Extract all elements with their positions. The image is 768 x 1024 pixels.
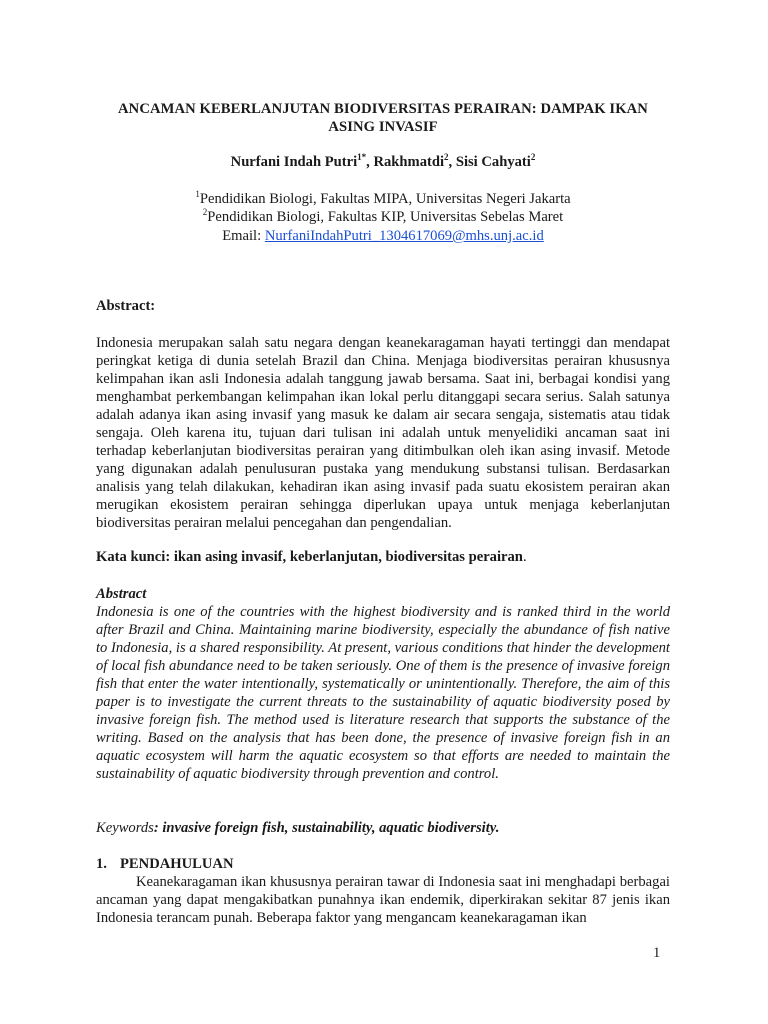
author-separator: , (448, 154, 456, 170)
email-line (96, 227, 670, 245)
paper-title-line-2: ASING INVASIF (328, 119, 438, 135)
keywords-id (96, 548, 670, 566)
keywords-id-text: Kata kunci: ikan asing invasif, keberlanjutan, biodiversitas perairan (96, 549, 523, 565)
affiliation-text: Pendidikan Biologi, Fakultas MIPA, Universitas Negeri Jakarta (199, 191, 571, 207)
affiliation-text: Pendidikan Biologi, Fakultas KIP, Universitas Sebelas Maret (207, 209, 564, 225)
section-title: PENDAHULUAN (120, 856, 234, 872)
author-affiliation-mark: 2 (530, 152, 536, 162)
author-name: Rakhmatdi (373, 154, 445, 170)
author-name: Sisi Cahyati (455, 154, 531, 170)
section-number: 1. (96, 856, 107, 872)
keywords-id-end: . (522, 549, 527, 565)
page-number: 1 (653, 945, 661, 961)
paper-title-line-1: ANCAMAN KEBERLANJUTAN BIODIVERSITAS PERAIRAN: DAMPAK IKAN (118, 101, 648, 117)
abstract-body-en: Indonesia is one of the countries with the highest biodiversity and is ranked third in the world after Brazil and China. Maintaining marine biodiversity, especially the abundance of fish native to Indonesia, is a shared responsibility. At present, various conditions that hinder the development of local fish abundance need to be taken seriously. One of them is the presence of invasive foreign fish that enter the water intentionally, systematically or unintentionally. Therefore, the aim of this paper is to investigate the current threats to the sustainability of aquatic biodiversity posed by invasive foreign fish. The method used is literature research that supports the substance of the writing. Based on the analysis that has been done, the presence of invasive foreign fish in an aquatic ecosystem will harm the aquatic ecosystem so that efforts are needed to maintain the sustainability of aquatic biodiversity through prevention and control. (96, 604, 670, 782)
author-list (96, 153, 670, 171)
affiliation-2 (96, 208, 670, 226)
abstract-en-heading: Abstract (96, 586, 147, 602)
affiliation-mark: 1 (195, 189, 200, 199)
abstract-body-id: Indonesia merupakan salah satu negara dengan keanekaragaman hayati tertinggi dan mendapat peringkat ketiga di dunia setelah Brazil dan China. Menjaga biodiversitas perairan khususnya kelimpahan ikan asli Indonesia adalah tanggung jawab bersama. Saat ini, berbagai kondisi yang menghambat perkembangan kelimpahan ikan lokal perlu ditanggapi secara serius. Salah satunya adalah adanya ikan asing invasif yang masuk ke dalam air secara sengaja, sistematis atau tidak sengaja. Oleh karena itu, tujuan dari tulisan ini adalah untuk menyelidiki ancaman saat ini terhadap keberlanjutan biodiversitas perairan yang ditimbulkan oleh ikan asing invasif. Metode yang digunakan adalah penulusuran pustaka yang mendukung substansi tulisan. Berdasarkan analisis yang telah dilakukan, kehadiran ikan asing invasif pada suatu ekosistem perairan akan merugikan ekosistem perairan sehingga diperlukan upaya untuk menjaga keberlanjutan biodiversitas perairan melalui pencegahan dan pengendalian. (96, 335, 670, 531)
section-body: Keanekaragaman ikan khususnya perairan tawar di Indonesia saat ini menghadapi berbagai ancaman yang dapat mengakibatkan punahnya ikan endemik, diperkirakan sekitar 87 jenis ikan Indonesia terancam punah. Beberapa faktor yang mengancam keanekaragaman ikan (96, 874, 670, 926)
email-link[interactable]: NurfaniIndahPutri_1304617069@mhs.unj.ac.id (264, 228, 544, 244)
keywords-en-text: : invasive foreign fish, sustainability, aquatic biodiversity. (153, 820, 500, 836)
author-affiliation-mark: 1* (357, 152, 367, 162)
author-name: Nurfani Indah Putri (230, 154, 358, 170)
affiliation-1 (96, 190, 670, 208)
author-affiliation-mark: 2 (444, 152, 449, 162)
affiliation-mark: 2 (202, 207, 208, 217)
paper-title (96, 100, 670, 136)
email-label: Email: (222, 228, 265, 244)
section-heading (96, 855, 234, 873)
abstract-heading: Abstract: (96, 298, 156, 314)
keywords-en-label: Keywords (96, 820, 154, 836)
author-separator: , (366, 154, 374, 170)
keywords-en (96, 819, 670, 837)
